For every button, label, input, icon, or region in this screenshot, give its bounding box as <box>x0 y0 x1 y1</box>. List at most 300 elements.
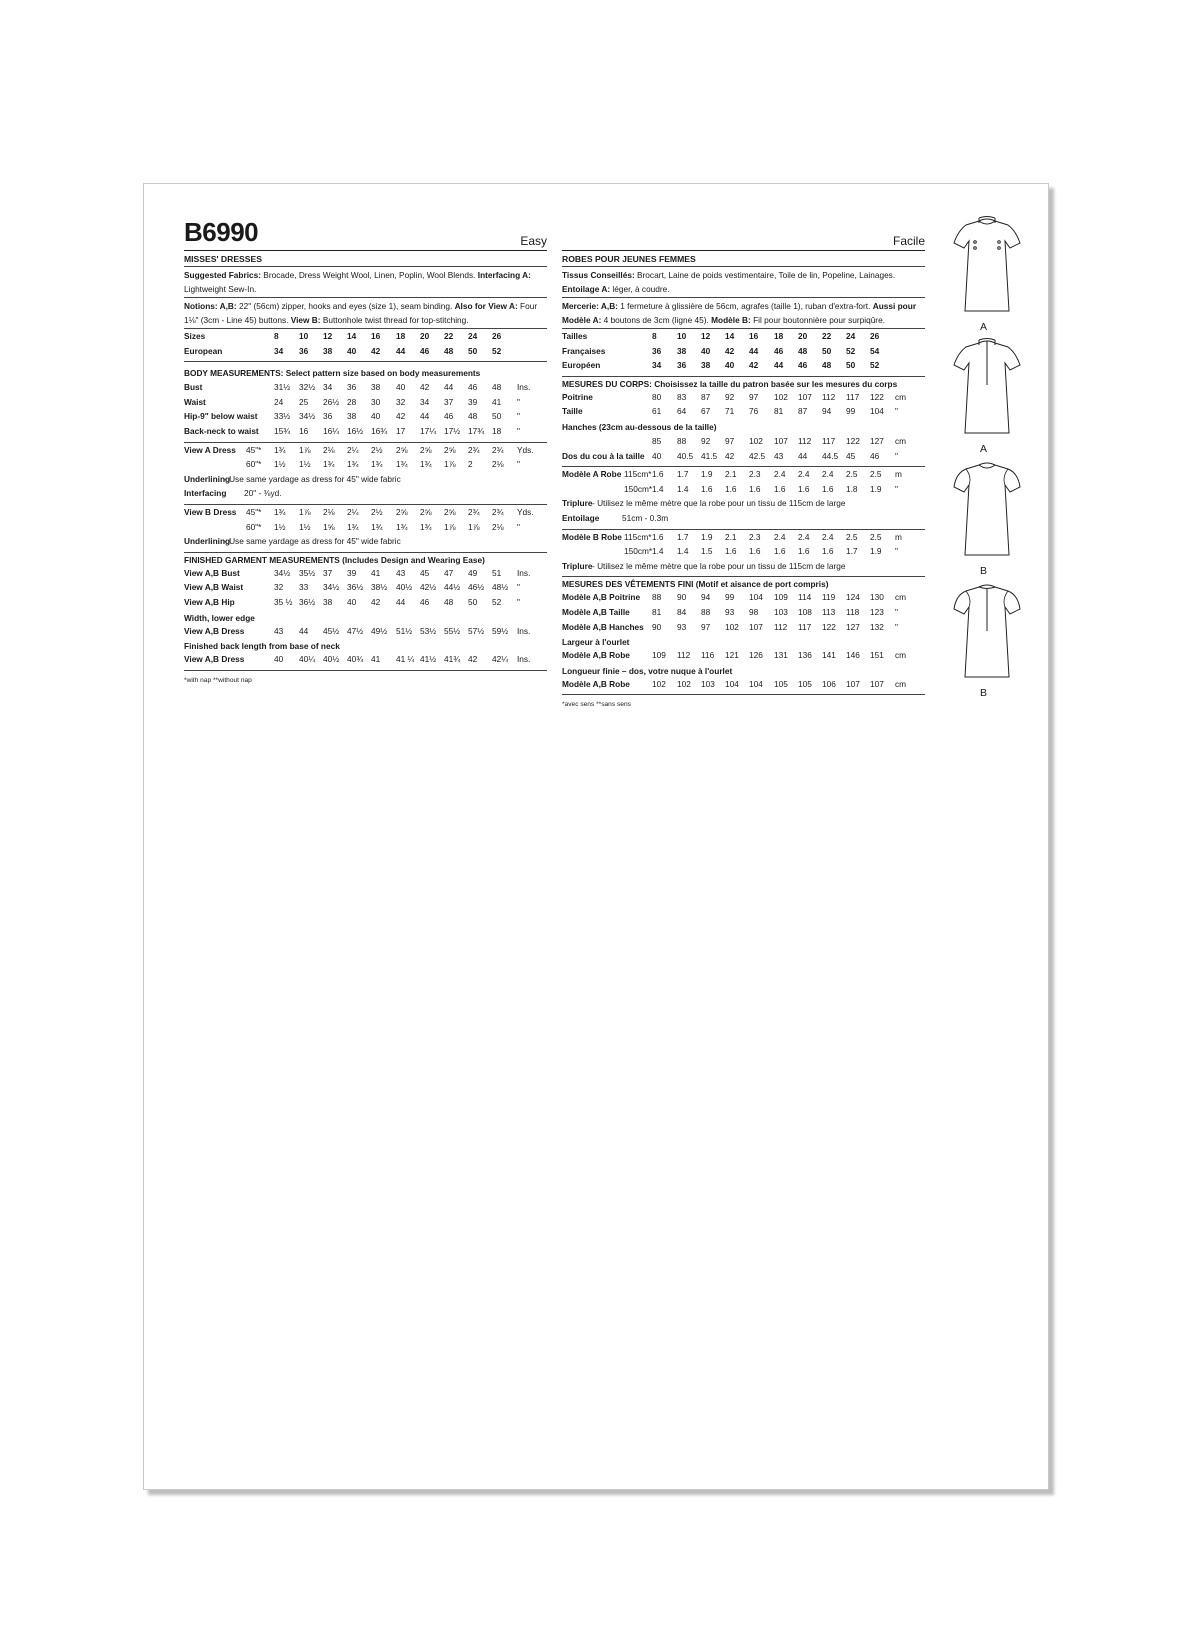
table-cell: 46 <box>420 596 430 607</box>
view-b-front-drawing <box>950 459 1024 563</box>
table-cell: 1.5 <box>701 546 713 557</box>
table-cell: 41½ <box>420 654 437 665</box>
row-label: Dos du cou à la taille <box>562 450 645 461</box>
table-cell: 107 <box>774 435 788 446</box>
table-cell: 112 <box>822 391 836 402</box>
table-cell: 123 <box>870 606 884 617</box>
table-cell: 44 <box>444 382 454 393</box>
table-cell: 42 <box>468 654 478 665</box>
unit-label: Ins. <box>517 625 531 636</box>
unit-label: m <box>895 531 902 542</box>
fabric-width: 150cm* <box>624 546 653 557</box>
unit-label: Ins. <box>517 567 531 578</box>
table-cell: 40¼ <box>299 654 316 665</box>
table-cell: 2⅝ <box>444 444 456 455</box>
table-cell: 12 <box>701 331 711 341</box>
table-cell: 103 <box>774 606 788 617</box>
row-label: View B Dress <box>184 506 237 517</box>
width-lower-edge-title: Largeur à l'ourlet <box>562 637 630 648</box>
nap-footnote: *with nap **without nap <box>184 676 252 684</box>
table-cell: 93 <box>725 606 735 617</box>
unit-label: Ins. <box>517 654 531 665</box>
table-cell: 12 <box>323 331 333 341</box>
table-cell: 1½ <box>274 521 286 532</box>
table-cell: 33½ <box>274 411 291 422</box>
table-cell: 8 <box>652 331 657 341</box>
view-label: A <box>980 321 988 333</box>
view-b-back-drawing <box>950 581 1024 685</box>
view-a-front-drawing <box>950 215 1024 319</box>
table-cell: 42 <box>396 411 406 422</box>
table-cell: 50 <box>468 345 478 356</box>
unit-label: " <box>517 396 520 407</box>
table-cell: 1½ <box>299 459 311 470</box>
table-cell: 2.3 <box>749 469 761 480</box>
table-cell: 1.6 <box>652 531 664 542</box>
table-cell: 2.1 <box>725 469 737 480</box>
table-cell: 24 <box>846 331 856 341</box>
hip-title: Hanches (23cm au-dessous de la taille) <box>562 421 717 432</box>
table-cell: 102 <box>652 678 666 689</box>
table-cell: 2¼ <box>347 506 359 517</box>
view-b-yardage <box>184 505 547 553</box>
table-row <box>562 545 925 560</box>
row-label: Modèle A,B Hanches <box>562 621 644 632</box>
table-cell: 122 <box>870 391 884 402</box>
table-cell: 40 <box>701 345 711 356</box>
table-row <box>184 653 547 668</box>
table-cell: 80 <box>652 391 662 402</box>
table-cell: 1.9 <box>701 469 713 480</box>
table-cell: 2.4 <box>774 469 786 480</box>
table-cell: 41 <box>371 654 381 665</box>
table-cell: 17 <box>396 425 406 436</box>
table-cell: 2⅛ <box>323 444 335 455</box>
table-cell: 2.1 <box>725 531 737 542</box>
table-cell: 57½ <box>468 625 485 636</box>
table-cell: 122 <box>822 621 836 632</box>
table-cell: 35½ <box>299 567 316 578</box>
table-row <box>562 531 925 546</box>
table-cell: 84 <box>677 606 687 617</box>
table-cell: 1.4 <box>652 546 664 557</box>
table-cell: 85 <box>652 435 662 446</box>
table-cell: 2½ <box>371 444 383 455</box>
table-row <box>562 450 925 465</box>
row-label: Taille <box>562 406 583 417</box>
row-label: Tailles <box>562 331 588 341</box>
table-cell: 99 <box>846 406 856 417</box>
table-cell: 105 <box>798 678 812 689</box>
table-row <box>184 444 547 459</box>
table-cell: 39 <box>347 567 357 578</box>
table-row <box>562 483 925 498</box>
table-cell: 104 <box>870 406 884 417</box>
table-cell: 38 <box>323 345 333 356</box>
table-cell: 107 <box>846 678 860 689</box>
notions: Notions: A,B: 22" (56cm) zipper, hooks and eyes (size 1), seam binding. Also for View A: Four 1⅛" (3cm - Line 45) buttons. View B: Buttonhole twist thread for top-stitching. <box>184 298 547 329</box>
row-label: View A,B Dress <box>184 625 245 636</box>
table-cell: 2 <box>468 459 473 470</box>
table-cell: 52 <box>492 345 502 356</box>
table-cell: 40.5 <box>677 450 694 461</box>
table-cell: 40 <box>347 345 357 356</box>
table-cell: 87 <box>798 406 808 417</box>
fabric-width: 60"* <box>246 459 262 470</box>
table-cell: 40 <box>347 596 357 607</box>
row-label: Hip-9" below waist <box>184 411 258 422</box>
table-cell: 33 <box>299 582 309 593</box>
table-cell: 104 <box>749 592 763 603</box>
unit-label: " <box>517 411 520 422</box>
table-cell: 10 <box>299 331 309 341</box>
underlining-note: Underlining - Use same yardage as dress for 45" wide fabric <box>184 536 401 547</box>
table-cell: 2¼ <box>347 444 359 455</box>
table-cell: 44 <box>396 596 406 607</box>
table-cell: 38 <box>701 360 711 371</box>
table-cell: 1¾ <box>347 459 359 470</box>
table-cell: 48 <box>444 345 454 356</box>
fabric-width: 115cm* <box>624 469 652 480</box>
row-label: View A,B Dress <box>184 654 245 665</box>
table-cell: 131 <box>774 650 788 661</box>
notions: Mercerie: A,B: 1 fermeture à glissière de 56cm, agrafes (taille 1), ruban d'extra-fort. Aussi pour Modèle A: 4 boutons de 3cm (ligne 45). Modèle B: Fil pour boutonnière pour surpiqûre. <box>562 298 925 329</box>
row-label: View A,B Waist <box>184 582 244 593</box>
table-cell: 2.3 <box>749 531 761 542</box>
fabric-width: 115cm* <box>624 531 652 542</box>
table-cell: 34½ <box>274 567 291 578</box>
unit-label: cm <box>895 391 907 402</box>
back-length-title: Longueur finie – dos, votre nuque à l'ourlet <box>562 665 733 676</box>
table-cell: 2.4 <box>774 531 786 542</box>
table-cell: 17½ <box>444 425 461 436</box>
table-cell: 1.6 <box>652 469 664 480</box>
table-cell: 20 <box>798 331 808 341</box>
table-cell: 44 <box>798 450 808 461</box>
table-cell: 50 <box>822 345 832 356</box>
table-cell: 44½ <box>444 582 461 593</box>
table-cell: 30 <box>371 396 381 407</box>
table-cell: 88 <box>677 435 687 446</box>
table-cell: 1.8 <box>846 483 858 494</box>
table-row <box>184 381 547 396</box>
table-cell: 26 <box>870 331 880 341</box>
unit-label: Yds. <box>517 506 534 517</box>
table-cell: 24 <box>468 331 478 341</box>
table-row <box>184 596 547 611</box>
view-a-yardage <box>562 467 925 529</box>
table-cell: 1.4 <box>652 483 664 494</box>
table-cell: 46 <box>468 382 478 393</box>
table-cell: 41 <box>492 396 502 407</box>
table-cell: 104 <box>725 678 739 689</box>
row-label: Modèle A Robe <box>562 469 622 480</box>
table-cell: 64 <box>677 406 687 417</box>
table-cell: 71 <box>725 406 735 417</box>
unit-label: " <box>895 483 898 494</box>
row-label: Sizes <box>184 331 206 341</box>
table-cell: 1.9 <box>870 546 882 557</box>
table-cell: 36½ <box>347 582 364 593</box>
table-cell: 1¾ <box>371 459 383 470</box>
pattern-number: B6990 <box>184 217 259 247</box>
table-cell: 1.7 <box>677 531 689 542</box>
table-cell: 94 <box>822 406 832 417</box>
unit-label: " <box>517 425 520 436</box>
table-cell: 112 <box>677 650 691 661</box>
table-cell: 146 <box>846 650 860 661</box>
table-cell: 36 <box>677 360 687 371</box>
fabric-width: 60"* <box>246 521 262 532</box>
table-row <box>562 405 925 420</box>
table-cell: 42½ <box>420 582 437 593</box>
table-cell: 2⅝ <box>396 444 408 455</box>
table-cell: 50 <box>492 411 502 422</box>
table-cell: 1¾ <box>396 459 408 470</box>
table-cell: 1¾ <box>420 459 432 470</box>
table-cell: 36 <box>347 382 357 393</box>
table-cell: 2¾ <box>468 506 480 517</box>
table-cell: 76 <box>749 406 759 417</box>
table-cell: 1.6 <box>725 546 737 557</box>
table-cell: 43 <box>396 567 406 578</box>
suggested-fabrics: Tissus Conseillés: Brocart, Laine de poids vestimentaire, Toile de lin, Popeline, Lainages. Entoilage A: léger, à coudre. <box>562 267 925 298</box>
underlining-note: Triplure - Utilisez le même mètre que la robe pour un tissu de 115cm de large <box>562 560 846 571</box>
table-cell: 42 <box>725 450 735 461</box>
table-cell: 2½ <box>371 506 383 517</box>
table-cell: 39 <box>468 396 478 407</box>
table-cell: 42 <box>749 360 759 371</box>
view-a-yardage <box>184 443 547 505</box>
table-row <box>562 391 925 406</box>
table-cell: 40 <box>396 382 406 393</box>
table-cell: 90 <box>677 592 687 603</box>
size-table <box>184 329 547 362</box>
table-cell: 1⅞ <box>444 459 456 470</box>
table-cell: 1.6 <box>822 546 834 557</box>
french-column <box>562 222 925 708</box>
difficulty-level: Facile <box>892 234 925 248</box>
pattern-title: MISSES' DRESSES <box>184 251 547 267</box>
table-cell: 16 <box>371 331 381 341</box>
fabric-width: 45"* <box>246 444 262 455</box>
row-label: Waist <box>184 396 206 407</box>
table-cell: 44.5 <box>822 450 839 461</box>
table-row <box>562 678 925 693</box>
table-cell: 117 <box>846 391 860 402</box>
table-cell: 1.6 <box>774 483 786 494</box>
unit-label: " <box>895 450 898 461</box>
table-cell: 2.5 <box>846 531 858 542</box>
table-cell: 10 <box>677 331 687 341</box>
table-cell: 38 <box>371 382 381 393</box>
table-cell: 38 <box>347 411 357 422</box>
unit-label: " <box>517 596 520 607</box>
table-cell: 2.5 <box>846 469 858 480</box>
table-cell: 48 <box>492 382 502 393</box>
table-cell: 107 <box>870 678 884 689</box>
view-a-back-drawing <box>950 337 1024 441</box>
table-cell: 47½ <box>347 625 364 636</box>
size-table <box>562 329 925 377</box>
table-cell: 26 <box>492 331 502 341</box>
table-cell: 44 <box>420 411 430 422</box>
table-cell: 1⅝ <box>323 521 335 532</box>
table-row <box>184 330 547 345</box>
table-cell: 97 <box>749 391 759 402</box>
table-row <box>184 458 547 473</box>
table-cell: 51½ <box>396 625 413 636</box>
view-label: B <box>980 565 988 577</box>
table-cell: 1.9 <box>870 483 882 494</box>
table-cell: 37 <box>323 567 333 578</box>
table-row <box>184 521 547 536</box>
table-cell: 1.4 <box>677 546 689 557</box>
table-cell: 102 <box>725 621 739 632</box>
table-cell: 24 <box>274 396 284 407</box>
unit-label: cm <box>895 650 907 661</box>
table-cell: 1¾ <box>274 444 286 455</box>
table-cell: 107 <box>798 391 812 402</box>
pattern-envelope-back <box>143 183 1049 1490</box>
table-cell: 40 <box>652 450 662 461</box>
table-cell: 112 <box>798 435 812 446</box>
table-cell: 46 <box>870 450 880 461</box>
table-cell: 26½ <box>323 396 340 407</box>
table-cell: 2.4 <box>798 531 810 542</box>
table-cell: 117 <box>798 621 812 632</box>
table-cell: 88 <box>652 592 662 603</box>
nap-footnote: *avec sens **sans sens <box>562 701 631 709</box>
table-cell: 1¾ <box>396 521 408 532</box>
table-cell: 46 <box>444 411 454 422</box>
table-cell: 2⅝ <box>444 506 456 517</box>
table-cell: 40 <box>274 654 284 665</box>
table-cell: 34 <box>323 382 333 393</box>
table-cell: 1.6 <box>749 546 761 557</box>
table-cell: 52 <box>870 360 880 371</box>
table-cell: 1½ <box>274 459 286 470</box>
row-label: Françaises <box>562 345 606 356</box>
table-cell: 107 <box>749 621 763 632</box>
row-label: View A Dress <box>184 444 236 455</box>
table-cell: 34½ <box>323 582 340 593</box>
table-cell: 92 <box>725 391 735 402</box>
table-cell: 48 <box>444 596 454 607</box>
table-cell: 14 <box>347 331 357 341</box>
underlining-note: Triplure - Utilisez le même mètre que la robe pour un tissu de 115cm de large <box>562 498 846 509</box>
table-cell: 127 <box>846 621 860 632</box>
table-cell: 119 <box>822 592 836 603</box>
table-cell: 2¾ <box>492 506 504 517</box>
table-cell: 2⅝ <box>420 444 432 455</box>
table-cell: 49 <box>468 567 478 578</box>
row-label: Modèle B Robe <box>562 531 622 542</box>
table-cell: 2.4 <box>822 531 834 542</box>
underlining-note: Underlining - Use same yardage as dress for 45" wide fabric <box>184 473 401 484</box>
table-cell: 48 <box>468 411 478 422</box>
table-cell: 1.6 <box>725 483 737 494</box>
table-row <box>562 435 925 450</box>
table-cell: 1.7 <box>677 469 689 480</box>
table-cell: 112 <box>774 621 788 632</box>
table-row <box>184 425 547 440</box>
row-label: Modèle A,B Poitrine <box>562 592 641 603</box>
table-cell: 15¾ <box>274 425 291 436</box>
table-cell: 92 <box>701 435 711 446</box>
table-cell: 48 <box>822 360 832 371</box>
body-measurements-table <box>562 434 925 467</box>
table-cell: 1.6 <box>822 483 834 494</box>
table-cell: 8 <box>274 331 279 341</box>
table-row <box>562 468 925 483</box>
table-cell: 51 <box>492 567 502 578</box>
table-cell: 1⅞ <box>299 444 311 455</box>
suggested-fabrics: Suggested Fabrics: Brocade, Dress Weight Wool, Linen, Poplin, Wool Blends. Interfacing A: Lightweight Sew-In. <box>184 267 547 298</box>
table-cell: 122 <box>846 435 860 446</box>
table-cell: 42 <box>371 596 381 607</box>
unit-label: " <box>895 406 898 417</box>
unit-label: " <box>517 521 520 532</box>
table-cell: 53½ <box>420 625 437 636</box>
unit-label: " <box>895 606 898 617</box>
table-cell: 45 <box>420 567 430 578</box>
table-row <box>562 649 925 664</box>
table-cell: 42 <box>371 345 381 356</box>
table-cell: 18 <box>492 425 502 436</box>
table-cell: 32 <box>274 582 284 593</box>
table-cell: 36 <box>323 411 333 422</box>
table-cell: 41 ¼ <box>396 654 415 665</box>
table-cell: 90 <box>652 621 662 632</box>
table-row <box>562 621 925 636</box>
table-cell: 93 <box>677 621 687 632</box>
table-row <box>184 567 547 582</box>
table-cell: 109 <box>774 592 788 603</box>
table-cell: 61 <box>652 406 662 417</box>
table-cell: 44 <box>396 345 406 356</box>
table-cell: 52 <box>492 596 502 607</box>
table-cell: 42 <box>420 382 430 393</box>
table-cell: 35 ½ <box>274 596 293 607</box>
table-cell: 20 <box>420 331 430 341</box>
table-row <box>184 345 547 360</box>
body-measurements-title: BODY MEASUREMENTS: Select pattern size based on body measurements <box>184 368 481 379</box>
table-cell: 1¾ <box>323 459 335 470</box>
unit-label: cm <box>895 435 907 446</box>
table-cell: 18 <box>774 331 784 341</box>
table-cell: 25 <box>299 396 309 407</box>
table-cell: 1⅞ <box>444 521 456 532</box>
table-cell: 1⅞ <box>299 506 311 517</box>
interfacing-row: Entoilage 51cm - 0.3m <box>562 512 669 523</box>
table-row <box>562 591 925 606</box>
table-cell: 98 <box>749 606 759 617</box>
table-cell: 52 <box>846 345 856 356</box>
table-cell: 47 <box>444 567 454 578</box>
table-cell: 1.6 <box>774 546 786 557</box>
table-cell: 43 <box>274 625 284 636</box>
table-cell: 132 <box>870 621 884 632</box>
table-cell: 124 <box>846 592 860 603</box>
table-row <box>562 345 925 360</box>
table-cell: 94 <box>701 592 711 603</box>
unit-label: " <box>895 546 898 557</box>
table-cell: 121 <box>725 650 739 661</box>
table-cell: 136 <box>798 650 812 661</box>
table-cell: 2.4 <box>798 469 810 480</box>
unit-label: Yds. <box>517 444 534 455</box>
